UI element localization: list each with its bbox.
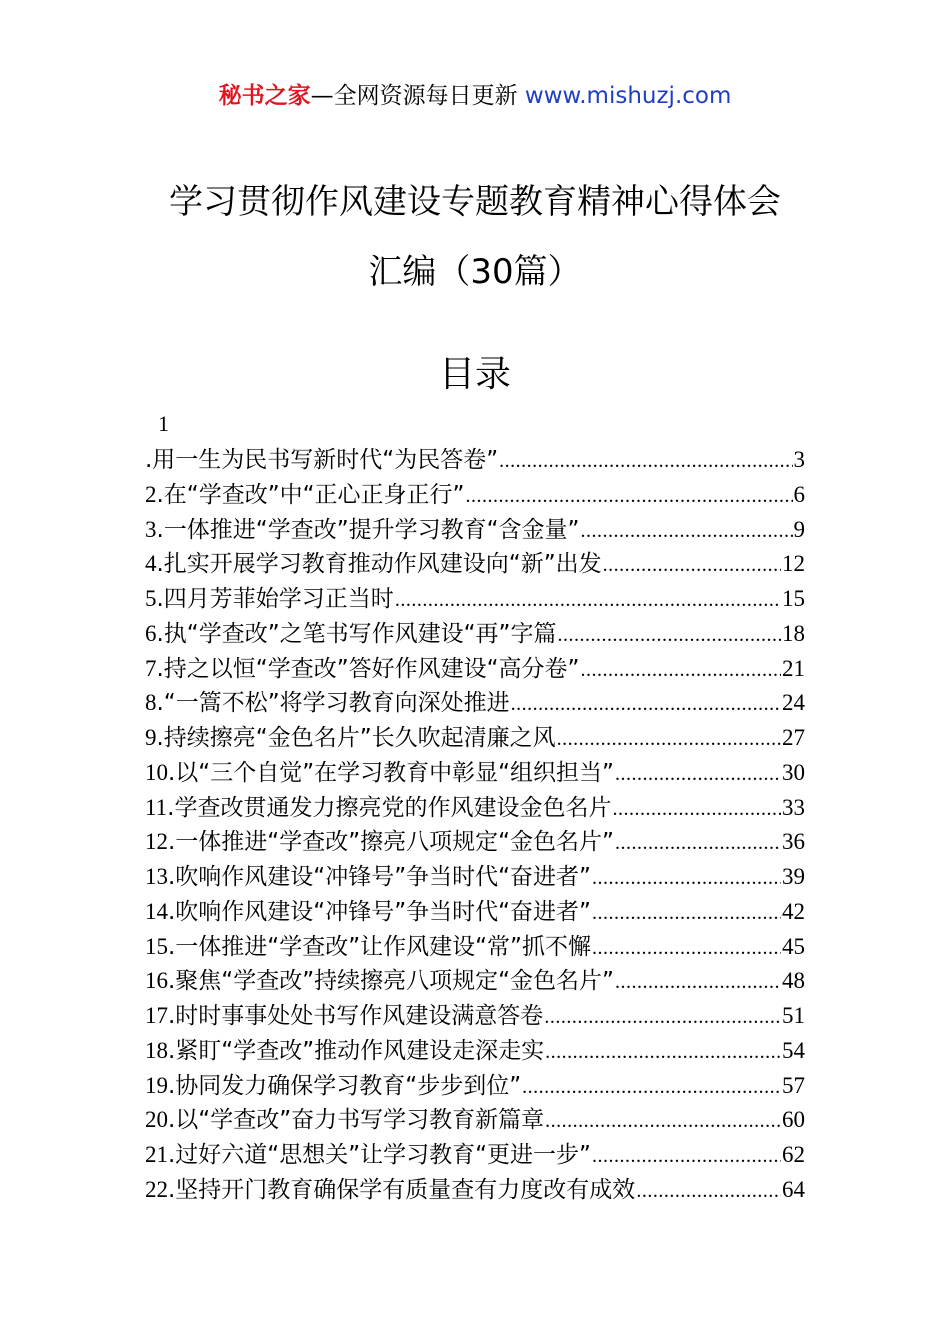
toc-dot-leader (592, 861, 781, 895)
toc-dot-leader (499, 444, 792, 478)
toc-entry-page-number: 3 (793, 447, 805, 472)
toc-entry-number: 6 (145, 620, 157, 646)
toc-entry-page-number: 54 (782, 1037, 805, 1063)
toc-entry-number: 15 (145, 933, 168, 959)
toc-entry[interactable] (145, 652, 805, 687)
toc-entry-title (145, 1103, 544, 1138)
toc-entry-title (145, 1138, 591, 1173)
toc-entry-title (145, 860, 591, 895)
toc-entry-text: .持之以恒“学查改”答好作风建设“高分卷” (156, 655, 580, 682)
toc-dot-leader (544, 1000, 781, 1034)
toc-entry-number: 22 (145, 1176, 168, 1202)
toc-entry-number: 3 (145, 516, 157, 542)
toc-entry-text: .持续擦亮“金色名片”长久吹起清廉之风 (156, 725, 556, 751)
site-header (0, 80, 950, 112)
toc-entry[interactable] (145, 1103, 805, 1138)
toc-entry-number: 18 (145, 1037, 168, 1063)
toc-entry-title (145, 513, 579, 548)
brand-name: 秘书之家 (218, 83, 311, 109)
header-tagline: —全网资源每日更新 (310, 83, 518, 109)
toc-dot-leader (545, 1104, 781, 1138)
toc-entry-page-number: 45 (782, 933, 805, 959)
toc-entry-page-number: 9 (793, 516, 805, 542)
toc-entry[interactable] (145, 617, 805, 652)
toc-entry-number: 11 (145, 794, 168, 820)
toc-entry[interactable] (145, 478, 805, 513)
toc-entry-title (145, 999, 543, 1034)
toc-dot-leader (580, 514, 792, 548)
toc-entry-number: 17 (145, 1003, 168, 1028)
toc-entry-page-number: 51 (782, 1003, 805, 1028)
toc-dot-leader (592, 896, 781, 930)
toc-entry-number: 7 (145, 655, 157, 681)
toc-entry-title (145, 756, 614, 791)
toc-entry-number: 9 (145, 725, 157, 750)
toc-entry[interactable] (145, 895, 805, 930)
toc-entry-title (145, 721, 556, 756)
toc-entry-title (145, 617, 556, 652)
toc-entry[interactable] (145, 825, 805, 860)
toc-entry-page-number: 39 (782, 864, 805, 889)
toc-entry-page-number: 24 (782, 690, 805, 716)
toc-entry-page-number: 48 (782, 968, 805, 994)
toc-dot-leader (615, 757, 781, 791)
toc-entry-title (145, 1173, 635, 1208)
toc-entry-text: .以“三个自觉”在学习教育中彰显“组织担当” (168, 759, 614, 786)
toc-entry-page-number: 27 (782, 725, 805, 750)
toc-entry-text: .吹响作风建设“冲锋号”争当时代“奋进者” (168, 864, 591, 890)
toc-entry-text: .以“学查改”奋力书写学习教育新篇章 (168, 1107, 545, 1134)
toc-dot-leader (395, 583, 781, 617)
document-title-line-2: 汇编（30篇） (368, 252, 582, 292)
toc-entry-text: .在“学查改”中“正心正身正行” (156, 481, 465, 508)
toc-entry-page-number: 21 (782, 655, 805, 681)
toc-dot-leader (557, 618, 781, 652)
toc-entry-text: .坚持开门教育确保学有质量查有力度改有成效 (168, 1176, 636, 1203)
toc-entry-page-number: 62 (782, 1142, 805, 1167)
site-url-link[interactable]: www.mishuzj.com (524, 83, 732, 109)
toc-entry-page-number: 6 (793, 481, 805, 507)
toc-entry-title (145, 791, 611, 826)
toc-entry-number: 12 (145, 829, 168, 855)
document-title-line-1: 学习贯彻作风建设专题教育精神心得体会 (169, 182, 781, 222)
toc-dot-leader (636, 1174, 781, 1208)
toc-entry-page-number: 33 (782, 794, 805, 820)
toc-entry[interactable] (145, 1034, 805, 1069)
toc-entry[interactable] (145, 1138, 805, 1173)
toc-entry-page-number: 57 (782, 1072, 805, 1098)
toc-entry-number: 2 (145, 481, 157, 507)
toc-dot-leader (592, 1139, 781, 1173)
toc-heading: 目录 (438, 354, 511, 395)
toc-entry[interactable] (145, 791, 805, 826)
toc-entry-title (145, 1069, 521, 1104)
toc-dot-leader (615, 965, 781, 999)
toc-entry-title (145, 652, 579, 687)
toc-entry-page-number: 36 (782, 829, 805, 855)
toc-dot-leader (522, 1070, 781, 1104)
toc-entry-title (145, 1034, 544, 1069)
toc-entry-title (145, 930, 591, 965)
toc-entry[interactable] (145, 860, 805, 895)
toc-entry-text: .过好六道“思想关”让学习教育“更进一步” (168, 1142, 591, 1168)
toc-entry-title (145, 582, 394, 617)
toc-dot-leader (557, 722, 781, 756)
toc-entry-page-number: 30 (782, 759, 805, 785)
toc-entry-number: 5 (145, 586, 157, 611)
toc-entry-title (145, 895, 591, 930)
toc-list (145, 443, 805, 1208)
toc-entry-text: .时时事事处处书写作风建设满意答卷 (168, 1003, 544, 1029)
toc-dot-leader (615, 826, 781, 860)
toc-dot-leader (465, 479, 792, 513)
toc-entry[interactable] (145, 721, 805, 756)
toc-entry-text: .紧盯“学查改”推动作风建设走深走实 (168, 1037, 545, 1064)
toc-entry-text: .扎实开展学习教育推动作风建设向“新”出发 (156, 551, 602, 578)
toc-entry[interactable] (145, 1069, 805, 1104)
toc-first-item-number: 1 (158, 411, 169, 436)
toc-entry-number: 16 (145, 968, 168, 994)
toc-entry-title (145, 478, 464, 513)
toc-entry-number: 14 (145, 898, 168, 924)
toc-entry[interactable] (145, 756, 805, 791)
toc-entry-text: .执“学查改”之笔书写作风建设“再”字篇 (156, 620, 557, 647)
toc-entry-text: .四月芳菲始学习正当时 (156, 586, 394, 612)
toc-entry-title (145, 547, 602, 582)
toc-entry[interactable] (145, 999, 805, 1034)
toc-entry-text: .一体推进“学查改”擦亮八项规定“金色名片” (168, 829, 614, 856)
toc-entry-page-number: 64 (782, 1176, 805, 1202)
toc-dot-leader (612, 792, 781, 826)
toc-entry-text: .聚焦“学查改”持续擦亮八项规定“金色名片” (168, 968, 614, 995)
toc-entry-page-number: 15 (782, 586, 805, 611)
toc-entry-title (145, 964, 614, 999)
toc-entry-page-number: 18 (782, 620, 805, 646)
toc-entry[interactable] (145, 547, 805, 582)
toc-entry-number: 21 (145, 1142, 168, 1167)
toc-entry-number: 13 (145, 864, 168, 889)
toc-entry[interactable] (145, 930, 805, 965)
toc-entry[interactable] (145, 964, 805, 999)
toc-entry-text: .吹响作风建设“冲锋号”争当时代“奋进者” (168, 898, 591, 925)
toc-entry-number: 20 (145, 1107, 168, 1133)
toc-dot-leader (603, 548, 781, 582)
toc-entry[interactable] (145, 443, 805, 478)
toc-entry-page-number: 60 (782, 1107, 805, 1133)
toc-entry-title (145, 686, 510, 721)
toc-entry-page-number: 42 (782, 898, 805, 924)
toc-entry-text: .协同发力确保学习教育“步步到位” (168, 1072, 522, 1099)
toc-entry-text: .“一篙不松”将学习教育向深处推进 (156, 690, 510, 717)
toc-dot-leader (592, 931, 781, 965)
toc-dot-leader (580, 653, 781, 687)
toc-entry-number: 10 (145, 759, 168, 785)
toc-entry[interactable] (145, 513, 805, 548)
toc-dot-leader (545, 1035, 781, 1069)
toc-entry-number: 19 (145, 1072, 168, 1098)
toc-entry-text: .学查改贯通发力擦亮党的作风建设金色名片 (167, 794, 612, 821)
toc-dot-leader (511, 687, 781, 721)
toc-entry-text: .一体推进“学查改”让作风建设“常”抓不懈 (168, 933, 591, 960)
toc-entry-title (145, 443, 498, 478)
toc-entry[interactable] (145, 1173, 805, 1208)
toc-entry-text: .用一生为民书写新时代“为民答卷” (145, 447, 499, 473)
toc-entry-number: 4 (145, 551, 157, 577)
toc-entry-page-number: 12 (782, 551, 805, 577)
toc-entry[interactable] (145, 582, 805, 617)
toc-entry-title (145, 825, 614, 860)
toc-entry-number: 8 (145, 690, 157, 716)
toc-entry-text: .一体推进“学查改”提升学习教育“含金量” (156, 516, 580, 543)
toc-entry[interactable] (145, 686, 805, 721)
